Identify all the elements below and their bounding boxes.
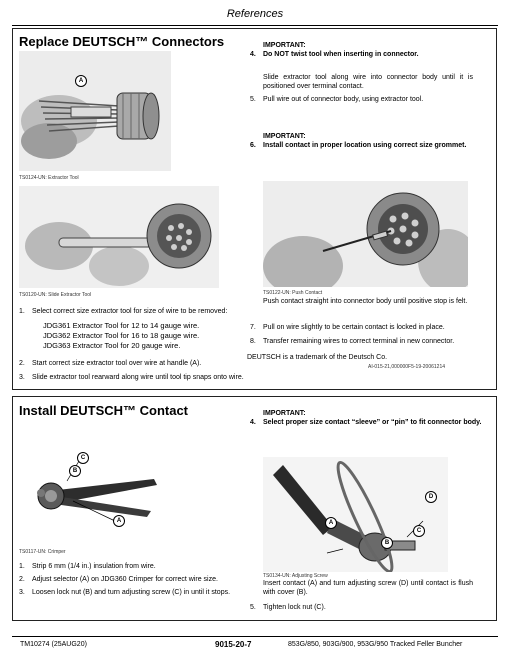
install-important-label: IMPORTANT: [263, 410, 306, 417]
push-contact-text: Push contact straight into connector body until positive stop is felt. [263, 298, 468, 305]
step-1: 1. Select correct size extractor tool for size of wire to be removed: [19, 308, 228, 315]
figure-slide-extractor-tool [19, 186, 219, 288]
step-7: 7. Pull on wire slightly to be certain contact is locked in place. [250, 324, 445, 331]
page-header-title: References [226, 8, 284, 20]
tool-jdg361: JDG361 Extractor Tool for 12 to 14 gauge wire. [43, 321, 200, 330]
footer-machine-models: 853G/850, 903G/900, 953G/950 Tracked Feller Buncher [288, 641, 463, 648]
callout-d-right: D [425, 491, 437, 503]
figure-push-contact [263, 181, 468, 287]
figure3-caption: TS0122-UN: Push Contact [263, 290, 323, 296]
callout-a-right: A [325, 517, 337, 529]
callout-b-right: B [381, 537, 393, 549]
figure-extractor-tool [19, 51, 171, 171]
tool-jdg362: JDG362 Extractor Tool for 16 to 18 gauge wire. [43, 331, 200, 340]
install-step-3: 3. Loosen lock nut (B) and turn adjusting screw (C) in until it stops. [19, 589, 231, 596]
figure1-caption: TS0124-UN: Extractor Tool [19, 175, 79, 181]
callout-a-left: A [113, 515, 125, 527]
step-6: 6. Install contact in proper location using correct size grommet. [250, 142, 467, 149]
callout-a: A [75, 75, 87, 87]
section-install-contact [12, 396, 497, 621]
step-3: 3. Slide extractor tool rearward along wire until tool tip snaps onto wire. [19, 374, 244, 381]
step-8: 8. Transfer remaining wires to correct terminal in new connector. [250, 338, 455, 345]
section1-title: Replace DEUTSCH™ Connectors [19, 34, 225, 49]
figure2-caption: TS0120-UN: Slide Extractor Tool [19, 292, 92, 298]
callout-b-left: B [69, 465, 81, 477]
adjusting-screw-caption: TS0134-UN: Adjusting Screw [263, 573, 328, 579]
insert-contact-text: Insert contact (A) and turn adjusting screw (D) until contact is flush with cover (B). [263, 580, 473, 596]
step-5: 5. Pull wire out of connector body, using extractor tool. [250, 96, 424, 103]
footer-tm-code: TM10274 (25AUG20) [20, 641, 87, 648]
header-rule [12, 25, 498, 26]
install-step-5: 5. Tighten lock nut (C). [250, 604, 326, 611]
install-step-2: 2. Adjust selector (A) on JDG360 Crimper for correct wire size. [19, 576, 218, 583]
tool-jdg363: JDG363 Extractor Tool for 20 gauge wire. [43, 341, 181, 350]
section-replace-connectors [12, 28, 497, 390]
section2-title: Install DEUTSCH™ Contact [19, 403, 189, 418]
trademark-note: DEUTSCH is a trademark of the Deutsch Co. [247, 354, 388, 361]
important-label-2: IMPORTANT: [263, 133, 306, 140]
tool-list [43, 321, 243, 351]
install-step-4: 4. Select proper size contact “sleeve” or “pin” to fit connector body. [250, 419, 482, 426]
install-step-1: 1. Strip 6 mm (1/4 in.) insulation from wire. [19, 563, 156, 570]
footer-rule [12, 636, 498, 637]
important-label-1: IMPORTANT: [263, 42, 306, 49]
step-2: 2. Start correct size extractor tool over wire at handle (A). [19, 360, 202, 367]
callout-c-left: C [77, 452, 89, 464]
step-4: 4. Do NOT twist tool when inserting in connector. [250, 51, 419, 58]
figure-adjusting-screw [263, 457, 448, 572]
crimper-caption: TS0117-UN: Crimper [19, 549, 66, 555]
figure-crimper [19, 421, 167, 539]
callout-c-right: C [413, 525, 425, 537]
footer-page-number: 9015-20-7 [215, 640, 252, 649]
document-code: AI-015-21,000000F5-19-20061214 [368, 364, 446, 370]
step-4-note: Slide extractor tool along wire into connector body until it is positioned over terminal contact. [263, 74, 473, 90]
